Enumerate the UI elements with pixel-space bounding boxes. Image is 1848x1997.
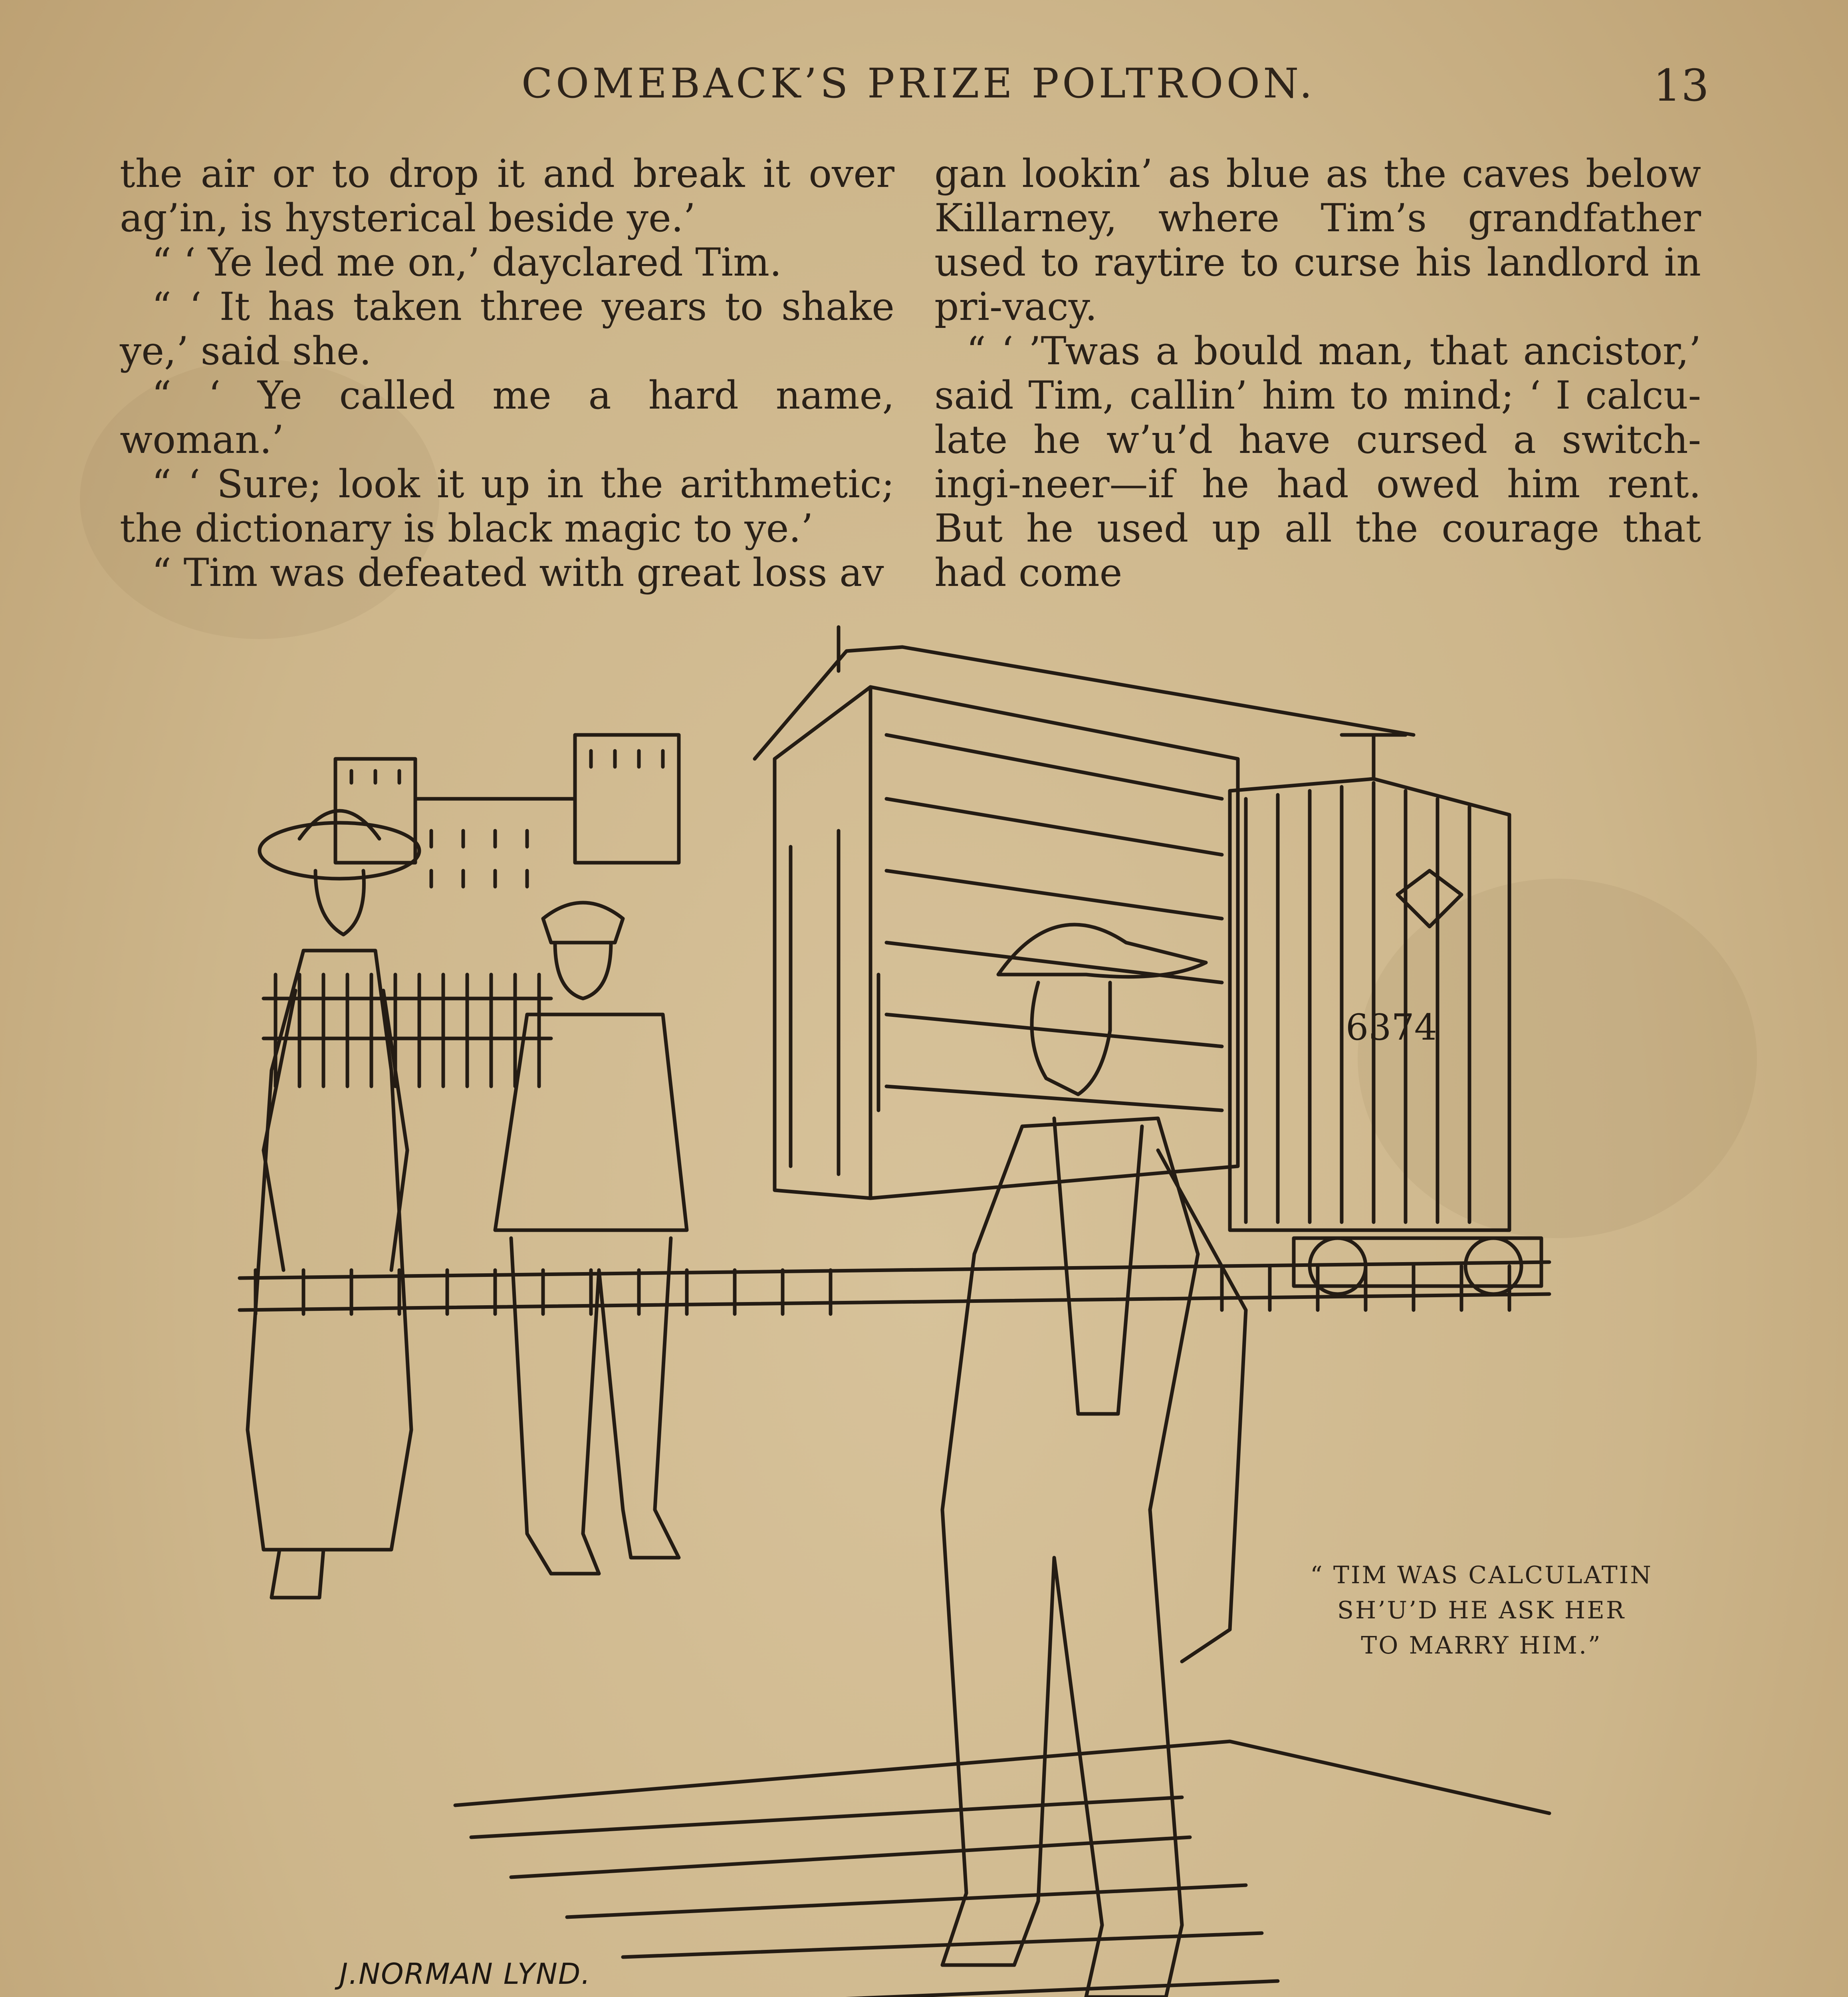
paragraph: “ ‘ It has taken three years to shake ye,’ said she.: [120, 284, 894, 373]
paragraph: “ ‘ Sure; look it up in the arithmetic; the dictionary is black magic to ye.’: [120, 462, 894, 551]
paragraph: gan lookin’ as blue as the caves below Killarney, where Tim’s grandfather used to raytire to curse his landlord in pri-vacy.: [934, 151, 1701, 329]
caption-line: TO MARRY HIM.”: [1361, 1632, 1602, 1660]
caption-line: SH’U’D HE ASK HER: [1337, 1596, 1626, 1624]
car-number: 6374: [1346, 1006, 1438, 1048]
background-buildings: [335, 735, 679, 887]
page-number: 13: [1653, 60, 1709, 111]
tim-figure: [942, 925, 1246, 1997]
switchman-figure: [495, 903, 687, 1574]
text-column-top-right: [934, 152, 1701, 595]
artist-signature: J.NORMAN LYND.: [339, 1957, 591, 1991]
paragraph: “ ‘ Ye called me a hard name, woman.’: [120, 373, 894, 462]
illustration: [224, 591, 1629, 1997]
caption-line: “ TIM WAS CALCULATIN: [1310, 1561, 1653, 1589]
paragraph: the air or to drop it and break it over ag’in, is hysterical beside ye.’: [120, 151, 894, 240]
paragraph: “ ‘ Ye led me on,’ dayclared Tim.: [152, 240, 782, 285]
paragraph: “ ‘ ’Twas a bould man, that ancistor,’ said Tim, callin’ him to mind; ‘ I calcu-late he w’u’d have cursed a switch-ingi-neer—if he had owed him rent. But he used up all the courage that had come: [934, 329, 1701, 595]
shed: [755, 627, 1414, 1198]
paragraph: “ Tim was defeated with great loss av: [152, 550, 884, 595]
illustration-caption: [1270, 1558, 1693, 1663]
running-head: COMEBACK’S PRIZE POLTROON.: [521, 60, 1316, 107]
text-column-top-left: [120, 152, 894, 595]
platform: [455, 1741, 1549, 1997]
woman-figure: [248, 811, 419, 1598]
fence: [264, 975, 551, 1086]
